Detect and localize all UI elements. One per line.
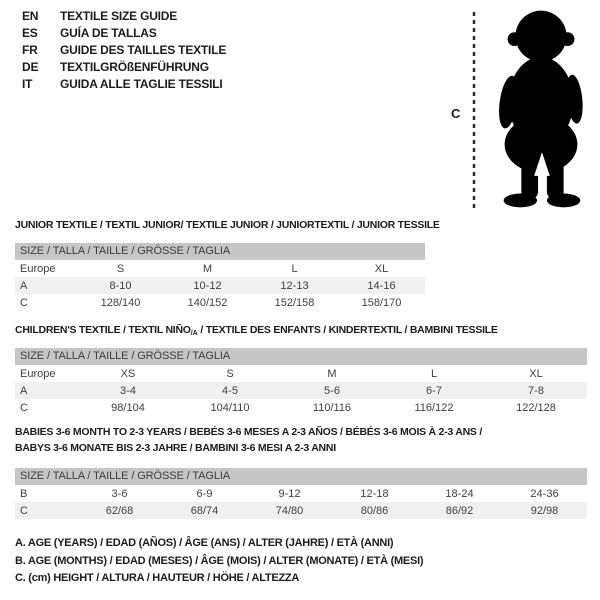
height-cell: 128/140 (100, 296, 141, 309)
height-measure-label: C (451, 106, 461, 121)
language-code: EN (22, 9, 39, 23)
table-row-europe (15, 365, 587, 382)
language-text: GUÍA DE TALLAS (60, 26, 157, 40)
height-cell: 110/116 (312, 401, 352, 414)
age-cell: 10-12 (193, 279, 222, 292)
age-cell: 4-5 (222, 384, 238, 397)
table-row-height (15, 294, 425, 311)
dashed-measure-line-icon (472, 12, 476, 210)
junior-size-table (15, 260, 425, 311)
age-cell: 14-16 (367, 279, 396, 292)
babies-size-table (15, 485, 587, 519)
size-cell: XL (374, 262, 389, 275)
row-label: C (20, 401, 28, 414)
language-code: IT (22, 77, 33, 91)
row-label: Europe (20, 262, 56, 275)
children-title-suffix: / TEXTILE DES ENFANTS / KINDERTEXTIL / BAMBINI TESSILE (197, 324, 498, 336)
height-cell: 62/68 (105, 504, 134, 517)
language-text: TEXTILGRÖßENFÜHRUNG (60, 60, 209, 74)
height-cell: 98/104 (111, 401, 145, 414)
height-cell: 92/98 (530, 504, 559, 517)
size-cell: XL (529, 367, 543, 380)
language-row-it (22, 76, 226, 93)
children-title-subscript: /A (190, 330, 198, 337)
age-cell: 6-7 (426, 384, 442, 397)
children-title-prefix: CHILDREN'S TEXTILE / TEXTIL NIÑO (15, 324, 191, 336)
size-cell: L (291, 262, 298, 275)
age-cell: 3-4 (120, 384, 136, 397)
table-row-height (15, 502, 587, 519)
table-row-europe (15, 260, 425, 277)
months-cell: 24-36 (530, 487, 559, 500)
height-cell: 86/92 (445, 504, 474, 517)
children-size-table (15, 365, 587, 416)
age-cell: 5-6 (324, 384, 340, 397)
language-code: DE (22, 60, 39, 74)
row-label: A (20, 279, 28, 292)
months-cell: 6-9 (196, 487, 213, 500)
row-label: Europe (20, 367, 56, 380)
age-cell: 8-10 (109, 279, 132, 292)
footnote-b: B. AGE (MONTHS) / EDAD (MESES) / ÂGE (MOIS) / ALTER (MONATE) / ETÀ (MESI) (15, 554, 424, 567)
language-row-es (22, 25, 226, 42)
baby-figure (448, 4, 600, 216)
height-cell: 104/110 (210, 401, 250, 414)
months-cell: 9-12 (278, 487, 301, 500)
height-cell: 116/122 (414, 401, 454, 414)
babies-section-title (15, 424, 482, 456)
language-code: ES (22, 26, 38, 40)
footnotes (15, 535, 423, 588)
size-cell: S (116, 262, 125, 275)
size-cell: M (202, 262, 213, 275)
language-code: FR (22, 43, 38, 57)
months-cell: 18-24 (445, 487, 474, 500)
months-cell: 3-6 (111, 487, 128, 500)
size-cell: XS (120, 367, 136, 380)
table-row-height (15, 399, 587, 416)
babies-size-header-bar: SIZE / TALLA / TAILLE / GRÖSSE / TAGLIA (15, 468, 587, 485)
language-row-fr (22, 42, 226, 59)
row-label: A (20, 384, 28, 397)
height-cell: 74/80 (275, 504, 304, 517)
footnote-c: C. (cm) HEIGHT / ALTURA / HAUTEUR / HÖHE / ALTEZZA (15, 572, 300, 584)
table-row-months (15, 485, 587, 502)
babies-title-line2: BABYS 3-6 MONATE BIS 2-3 JAHRE / BAMBINI 3-6 MESI A 2-3 ANNI (15, 442, 336, 454)
footnote-a: A. AGE (YEARS) / EDAD (AÑOS) / ÂGE (ANS) / ALTER (JAHRE) / ETÀ (ANNI) (15, 537, 394, 549)
table-row-age (15, 277, 425, 294)
size-cell: M (327, 367, 337, 380)
row-label: B (20, 487, 28, 500)
size-cell: S (226, 367, 234, 380)
height-cell: 122/128 (516, 401, 556, 414)
height-cell: 80/86 (360, 504, 389, 517)
row-label: C (20, 504, 28, 517)
row-label: C (20, 296, 28, 309)
table-row-age (15, 382, 587, 399)
age-cell: 12-13 (280, 279, 309, 292)
language-row-en (22, 8, 226, 25)
height-cell: 152/158 (274, 296, 315, 309)
language-text: TEXTILE SIZE GUIDE (60, 9, 178, 23)
height-cell: 158/170 (361, 296, 402, 309)
height-cell: 140/152 (187, 296, 228, 309)
language-text: GUIDA ALLE TAGLIE TESSILI (60, 77, 223, 91)
children-section-title (15, 322, 498, 342)
months-cell: 12-18 (360, 487, 389, 500)
children-size-header-bar: SIZE / TALLA / TAILLE / GRÖSSE / TAGLIA (15, 348, 587, 365)
babies-title-line1: BABIES 3-6 MONTH TO 2-3 YEARS / BEBÉS 3-6 MESES A 2-3 AÑOS / BÉBÉS 3-6 MOIS À 2-3 ANS / (15, 426, 483, 438)
size-cell: L (430, 367, 438, 380)
baby-silhouette-icon (482, 6, 600, 210)
height-cell: 68/74 (190, 504, 219, 517)
language-list (22, 8, 226, 93)
junior-size-header-bar: SIZE / TALLA / TAILLE / GRÖSSE / TAGLIA (15, 243, 425, 260)
language-row-de (22, 59, 226, 76)
language-text: GUIDE DES TAILLES TEXTILE (60, 43, 227, 57)
junior-section-title: JUNIOR TEXTILE / TEXTIL JUNIOR/ TEXTILE JUNIOR / JUNIORTEXTIL / JUNIOR TESSILE (15, 219, 440, 231)
age-cell: 7-8 (528, 384, 544, 397)
